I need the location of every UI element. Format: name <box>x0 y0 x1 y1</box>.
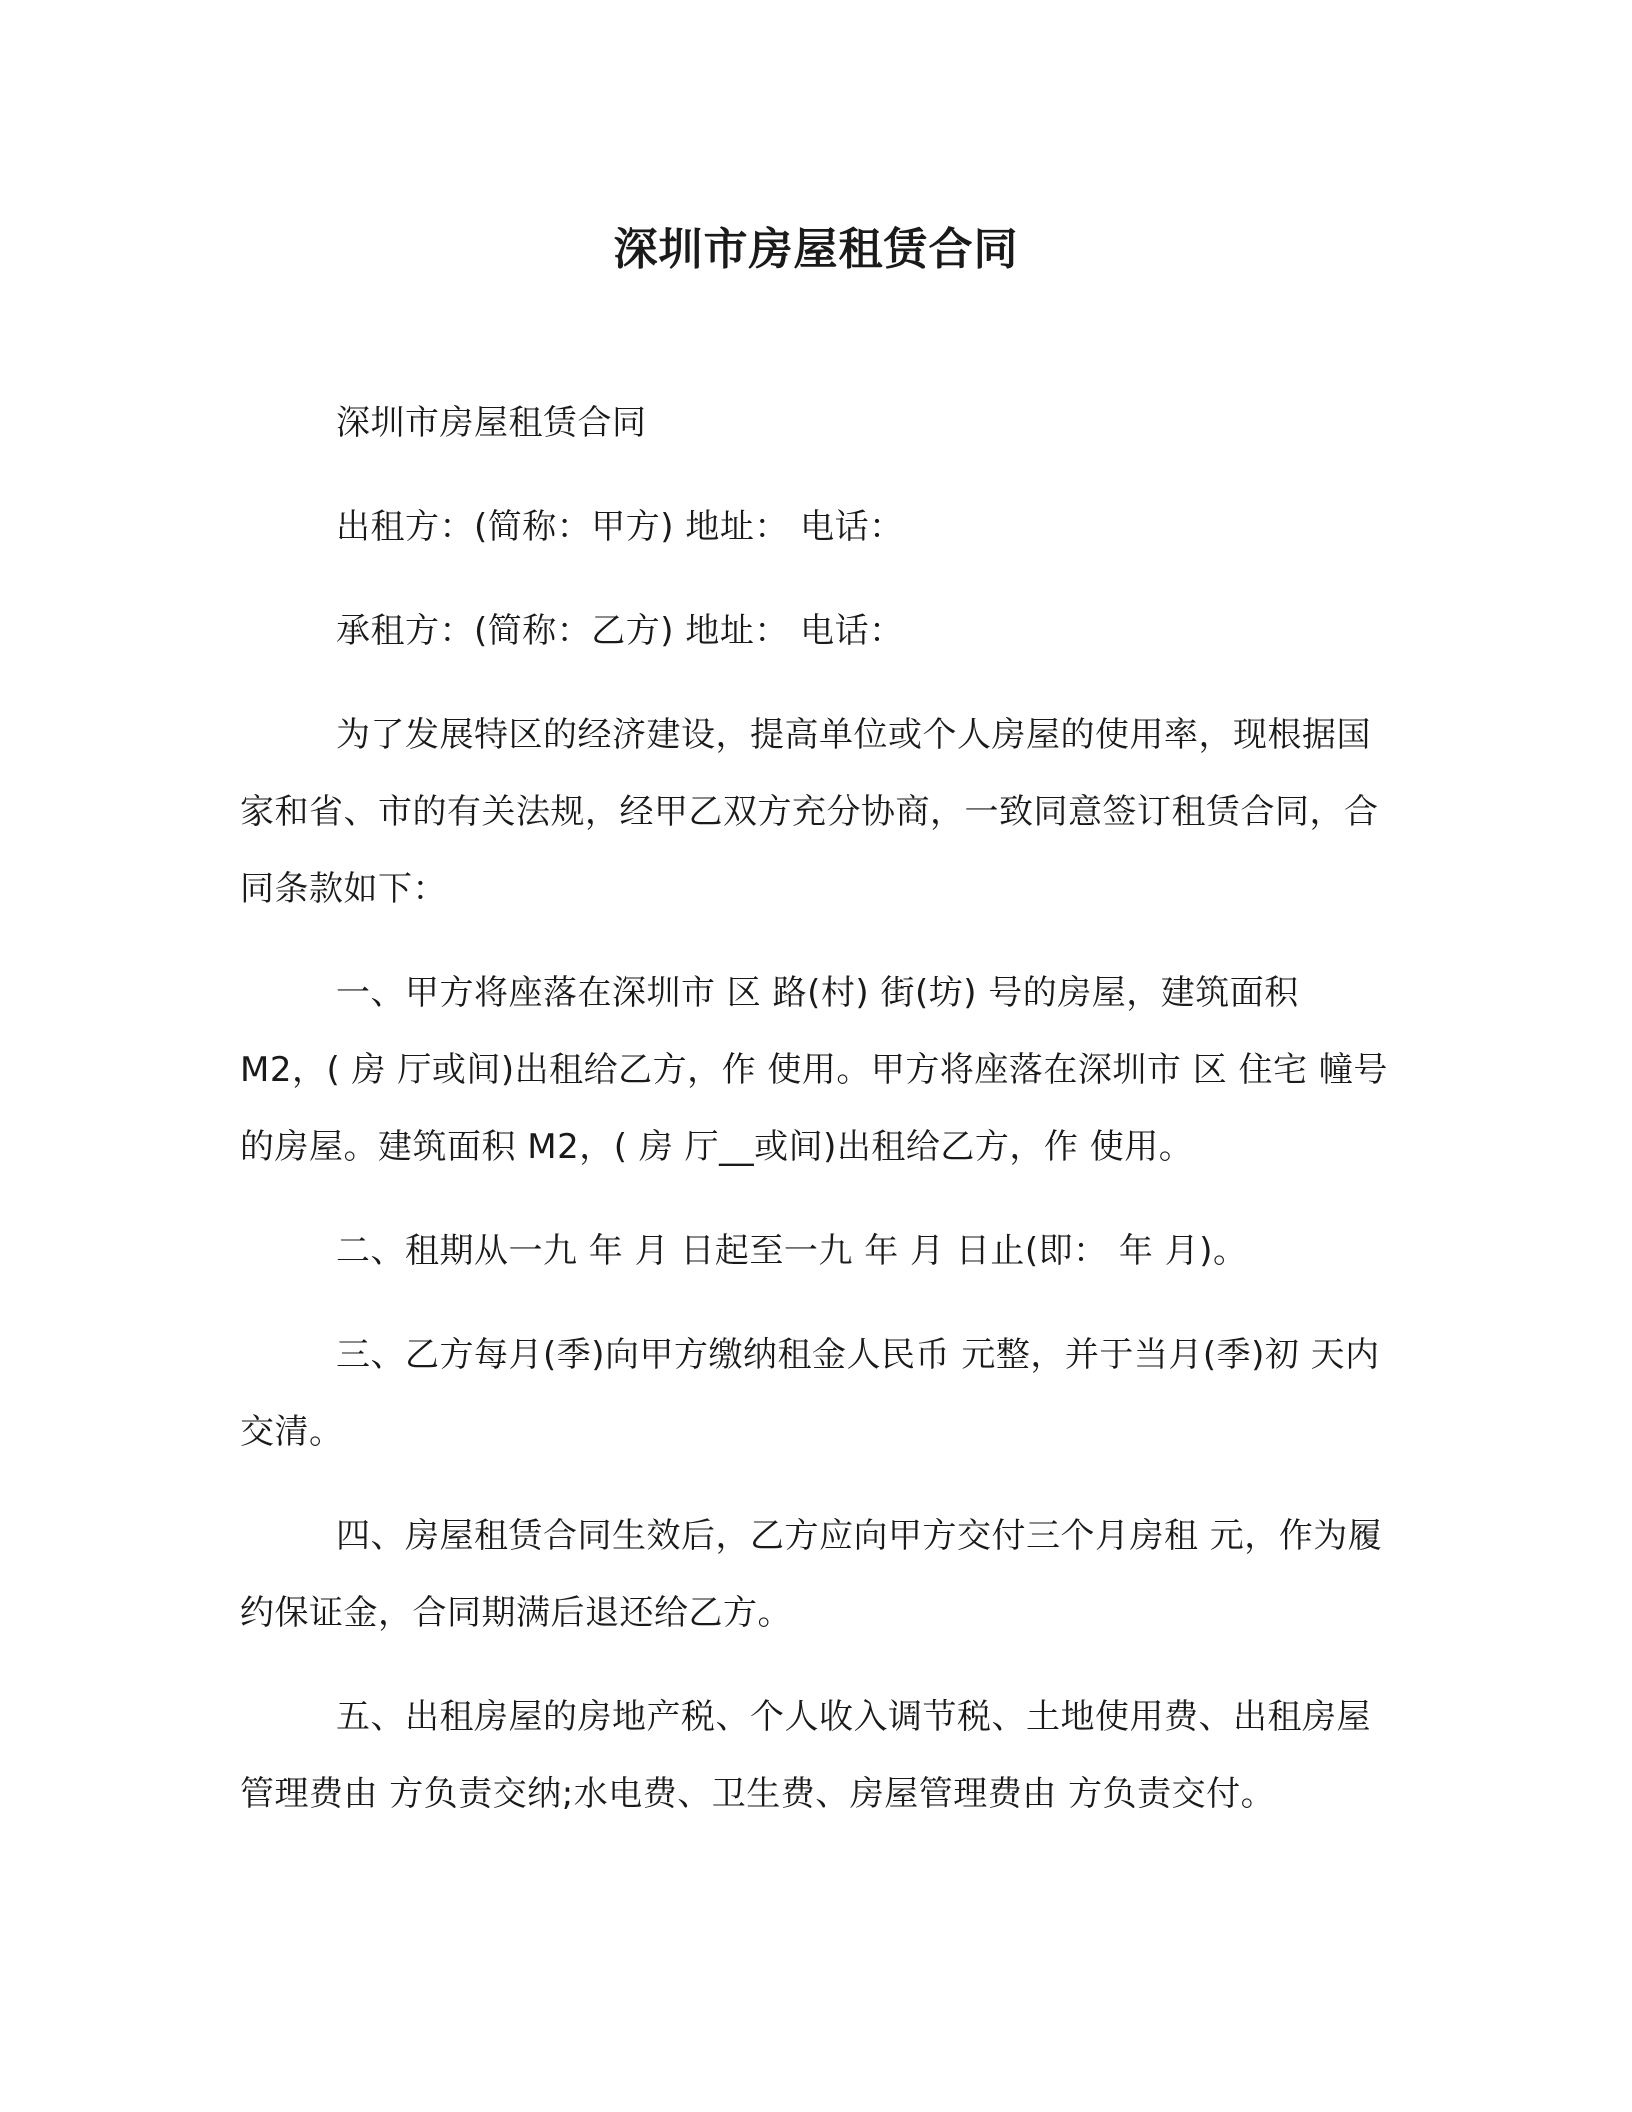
paragraph-clause-5: 五、出租房屋的房地产税、个人收入调节税、土地使用费、出租房屋管理费由 方负责交纳;水电费、卫生费、房屋管理费由 方负责交付。 <box>240 1697 1371 1814</box>
paragraph-clause-2: 二、租期从一九 年 月 日起至一九 年 月 日止(即： 年 月)。 <box>336 1231 1248 1271</box>
document-title: 深圳市房屋租赁合同 <box>613 224 1019 275</box>
paragraph-preamble: 为了发展特区的经济建设，提高单位或个人房屋的使用率，现根据国家和省、市的有关法规，经甲乙双方充分协商，一致同意签订租赁合同，合同条款如下： <box>240 715 1379 909</box>
paragraph-lessee: 承租方：(简称：乙方) 地址： 电话： <box>336 611 904 651</box>
paragraph-lessor: 出租方：(简称：甲方) 地址： 电话： <box>336 507 904 547</box>
document-body <box>240 385 1390 1860</box>
paragraph-clause-4: 四、房屋租赁合同生效后，乙方应向甲方交付三个月房租 元，作为履约保证金，合同期满后退还给乙方。 <box>240 1516 1383 1633</box>
paragraph-clause-1: 一、甲方将座落在深圳市 区 路(村) 街(坊) 号的房屋，建筑面积 M2，( 房 厅或间)出租给乙方，作 使用。甲方将座落在深圳市 区 住宅 幢号的房屋。建筑面积 M2，( 房 厅__或间)出租给乙方，作 使用。 <box>240 973 1388 1167</box>
paragraph-subtitle: 深圳市房屋租赁合同 <box>336 403 647 443</box>
paragraph-clause-3: 三、乙方每月(季)向甲方缴纳租金人民币 元整，并于当月(季)初 天内交清。 <box>240 1335 1380 1452</box>
